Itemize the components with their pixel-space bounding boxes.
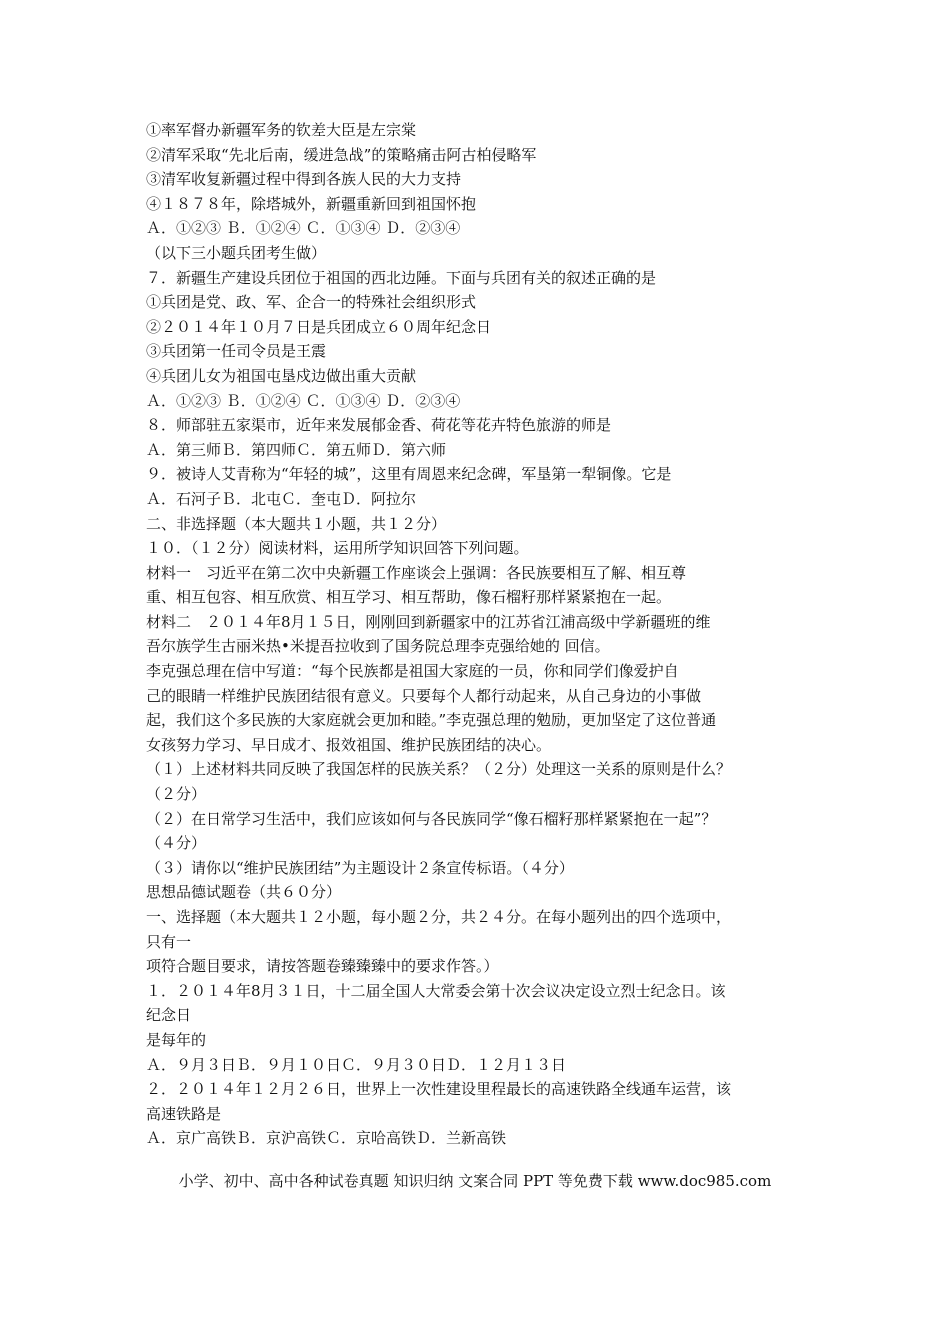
text-line: （４分） — [146, 834, 207, 853]
text-line: （１）上述材料共同反映了我国怎样的民族关系？（２分）处理这一关系的原则是什么？ — [146, 760, 732, 779]
text-line: Ａ．９月３日Ｂ．９月１０日Ｃ．９月３０日Ｄ．１２月１３日 — [146, 1055, 567, 1074]
text-line: 己的眼睛一样维护民族团结很有意义。只要每个人都行动起来，从自己身边的小事做 — [146, 686, 702, 705]
text-line: （２）在日常学习生活中，我们应该如何与各民族同学“像石榴籽那样紧紧抱在一起”？ — [146, 809, 717, 828]
text-line: 李克强总理在信中写道：“每个民族都是祖国大家庭的一员，你和同学们像爱护自 — [146, 662, 679, 681]
text-line: 重、相互包容、相互欣赏、相互学习、相互帮助，像石榴籽那样紧紧抱在一起。 — [146, 588, 672, 607]
text-line: 是每年的 — [146, 1030, 207, 1049]
text-line: 项符合题目要求，请按答题卷臻臻臻中的要求作答。） — [146, 957, 499, 976]
text-line: 女孩努力学习、早日成才、报效祖国、维护民族团结的决心。 — [146, 735, 552, 754]
text-line: ①兵团是党、政、军、企合一的特殊社会组织形式 — [146, 293, 477, 312]
text-line: ③清军收复新疆过程中得到各族人民的大力支持 — [146, 170, 462, 189]
text-line: Ａ．①②③ Ｂ．①②④ Ｃ．①③④ Ｄ．②③④ — [146, 391, 461, 410]
text-line: Ａ．石河子Ｂ．北屯Ｃ．奎屯Ｄ．阿拉尔 — [146, 489, 417, 508]
footer-text: 小学、初中、高中各种试卷真题 知识归纳 文案合同 PPT 等免费下载 www.doc985.com — [178, 1172, 772, 1190]
text-line: ①率军督办新疆军务的钦差大臣是左宗棠 — [146, 121, 417, 139]
text-line: ②２０１４年１０月７日是兵团成立６０周年纪念日 — [146, 317, 492, 336]
text-line: ②清军采取“先北后南，缓进急战”的策略痛击阿古柏侵略军 — [146, 145, 537, 164]
text-line: （２分） — [146, 785, 207, 804]
text-line: Ａ．京广高铁Ｂ．京沪高铁Ｃ．京哈高铁Ｄ．兰新高铁 — [146, 1129, 507, 1148]
text-line: （３）请你以“维护民族团结”为主题设计２条宣传标语。（４分） — [146, 858, 574, 877]
text-line: 材料二 ２０１４年8月１５日，刚刚回到新疆家中的江苏省江浦高级中学新疆班的维 — [146, 612, 711, 631]
text-line: ④１８７８年，除塔城外，新疆重新回到祖国怀抱 — [146, 194, 477, 213]
text-line: ８．师部驻五家渠市，近年来发展郁金香、荷花等花卉特色旅游的师是 — [146, 416, 612, 435]
text-line: 思想品德试题卷（共６０分） — [146, 883, 342, 902]
text-line: ２．２０１４年１２月２６日，世界上一次性建设里程最长的高速铁路全线通车运营，该 — [146, 1080, 732, 1099]
text-line: Ａ．①②③ Ｂ．①②④ Ｃ．①③④ Ｄ．②③④ — [146, 219, 461, 238]
text-line: 吾尔族学生古丽米热•米提吾拉收到了国务院总理李克强给她的 回信。 — [146, 637, 610, 656]
text-line: 纪念日 — [146, 1006, 192, 1025]
text-line: 一、选择题（本大题共１２小题，每小题２分，共２４分。在每小题列出的四个选项中， — [146, 908, 732, 926]
text-line: １０．（１２分）阅读材料，运用所学知识回答下列问题。 — [146, 539, 529, 558]
text-line: 材料一 习近平在第二次中央新疆工作座谈会上强调：各民族要相互了解、相互尊 — [146, 563, 687, 582]
text-line: １．２０１４年8月３１日，十二届全国人大常委会第十次会议决定设立烈士纪念日。该 — [146, 981, 726, 1000]
text-line: ９．被诗人艾青称为“年轻的城”，这里有周恩来纪念碑，军垦第一犁铜像。它是 — [146, 465, 672, 484]
text-line: ④兵团儿女为祖国屯垦戍边做出重大贡献 — [146, 366, 417, 385]
text-line: 高速铁路是 — [146, 1104, 222, 1123]
text-line: 只有一 — [146, 932, 192, 951]
text-line: （以下三小题兵团考生做） — [146, 243, 327, 262]
text-line: 起，我们这个多民族的大家庭就会更加和睦。”李克强总理的勉励，更加坚定了这位普通 — [146, 711, 717, 730]
document-body — [146, 118, 816, 1151]
text-line: ７．新疆生产建设兵团位于祖国的西北边陲。下面与兵团有关的叙述正确的是 — [146, 268, 657, 287]
text-line: Ａ．第三师Ｂ．第四师Ｃ．第五师Ｄ．第六师 — [146, 440, 447, 459]
text-line: ③兵团第一任司令员是王震 — [146, 342, 327, 361]
text-line: 二、非选择题（本大题共１小题，共１２分） — [146, 514, 447, 533]
